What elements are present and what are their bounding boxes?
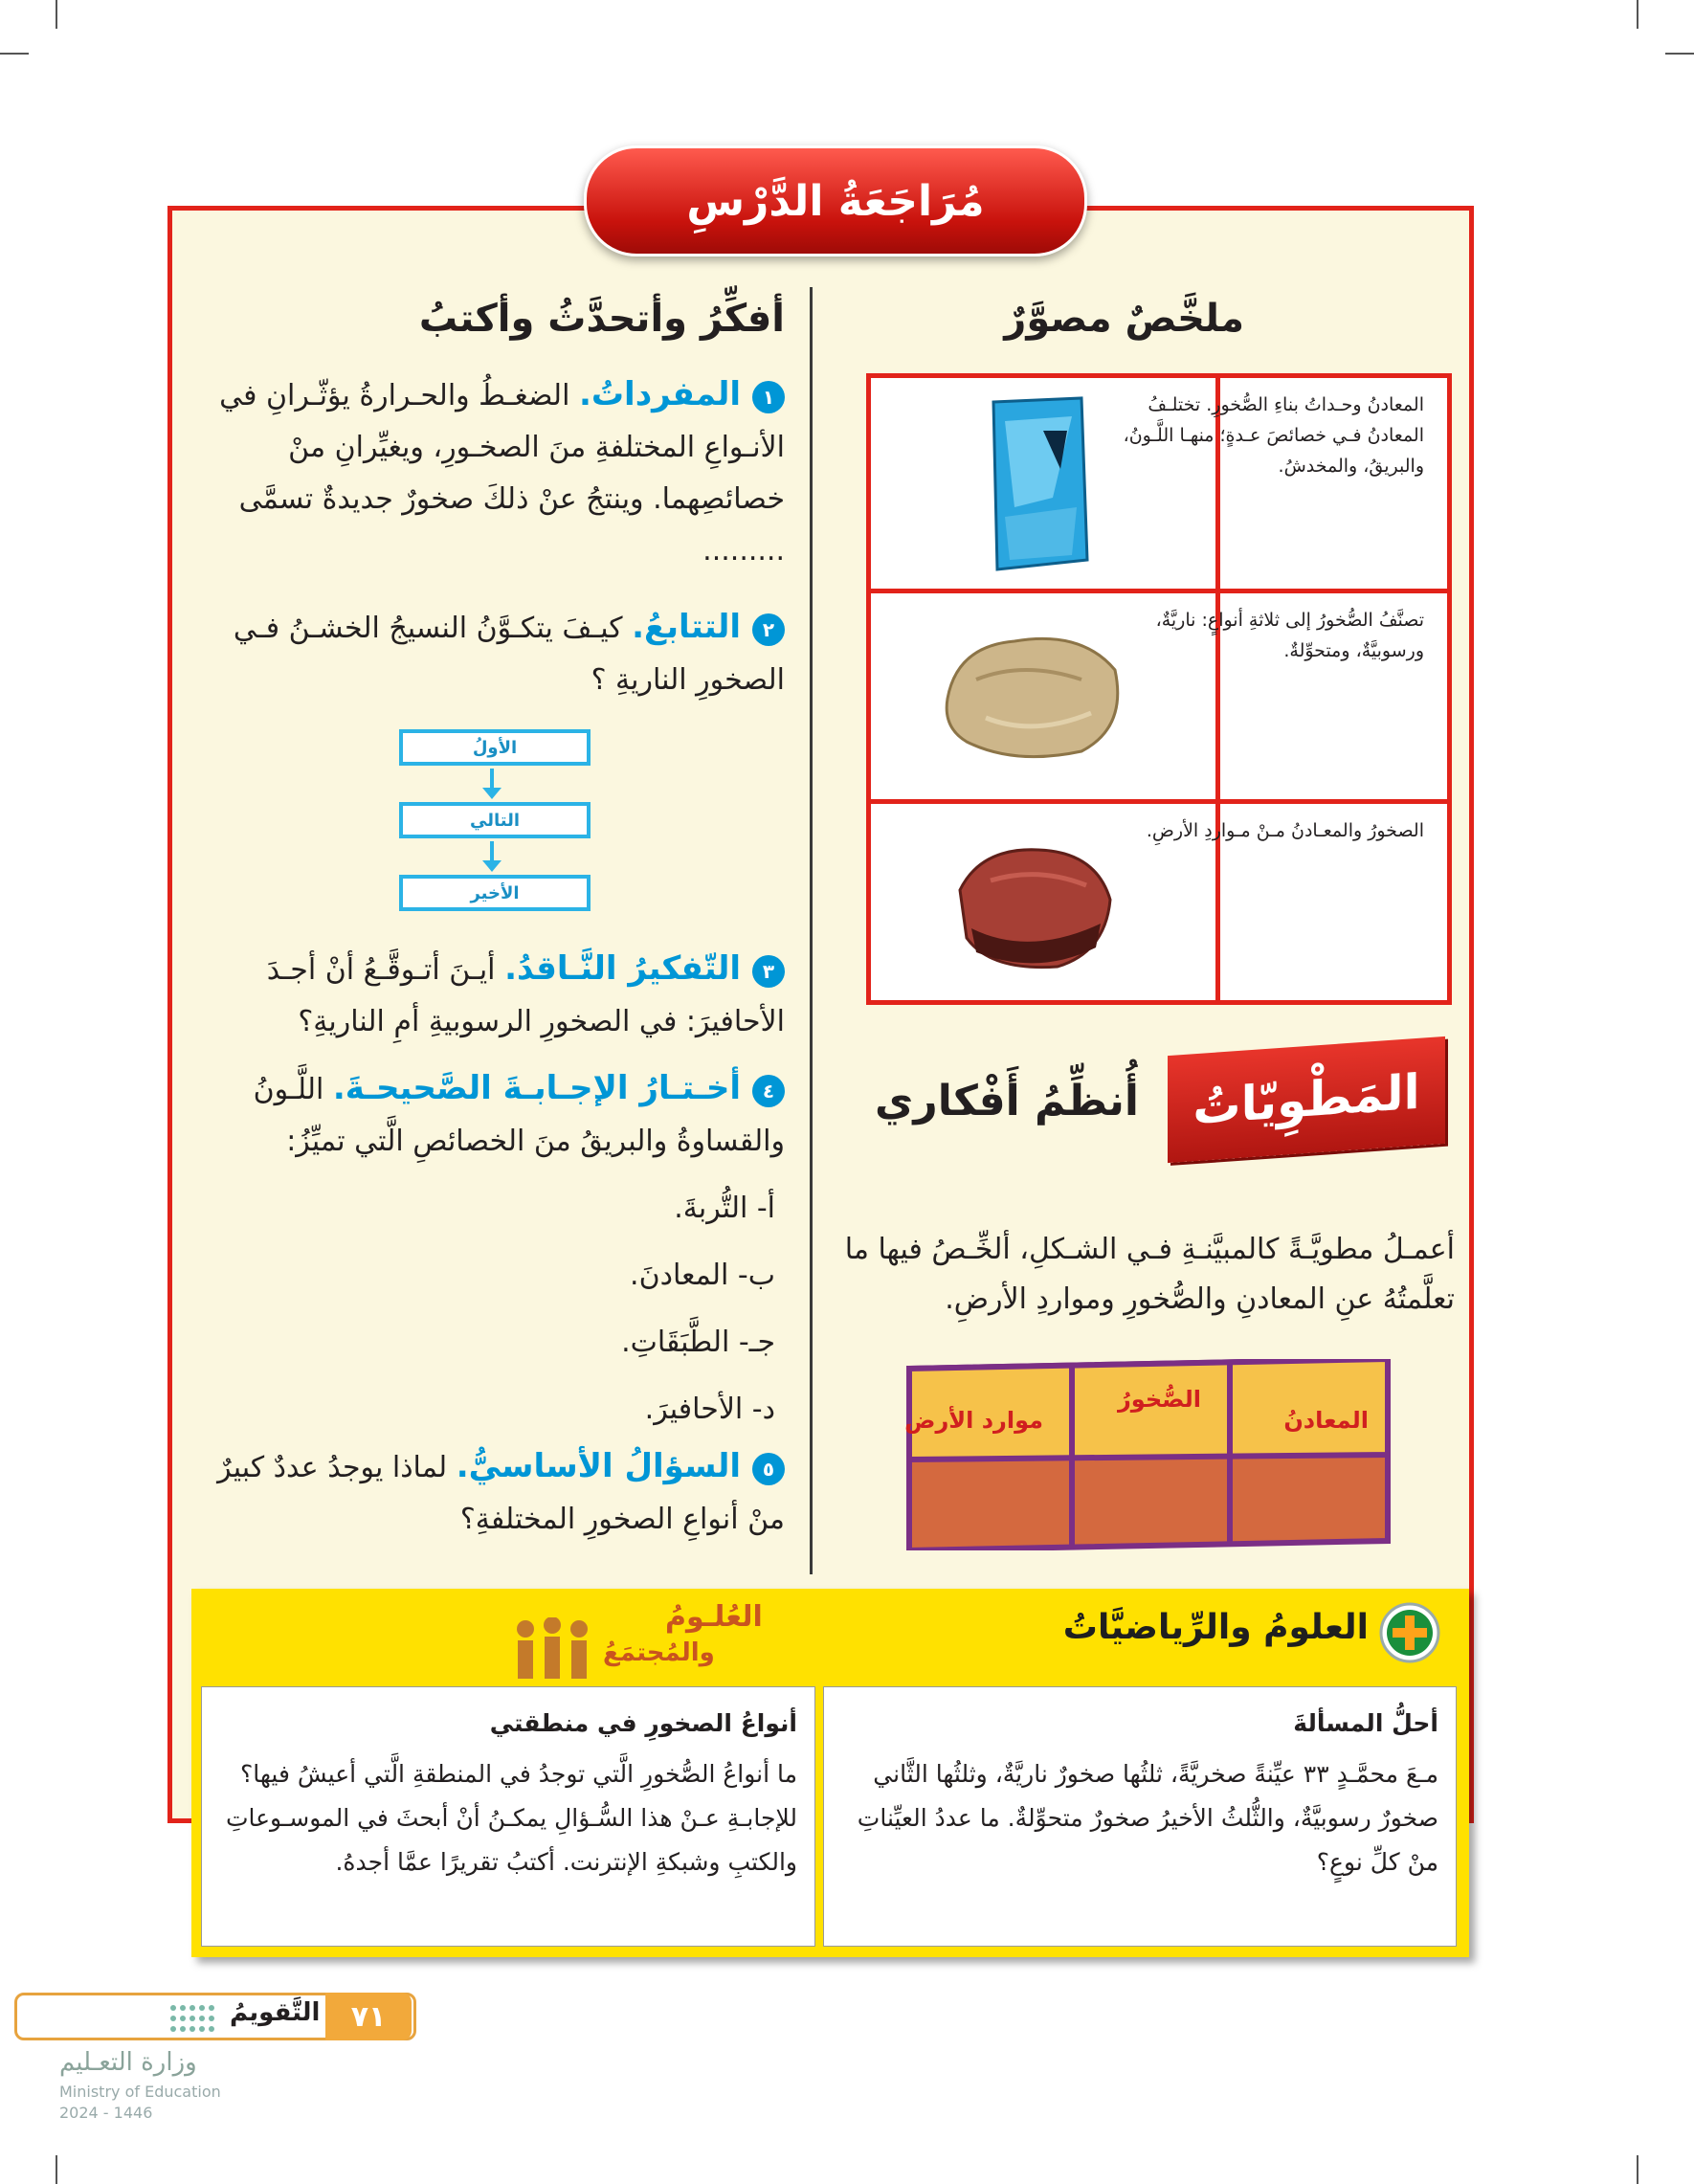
question-text: لماذا يوجدُ عددٌ كبيرٌ منْ أنواعِ الصخورِ المختلفةِ؟ (217, 1451, 785, 1536)
question-number: ١ (752, 381, 785, 413)
lesson-review-title: مُرَاجَعَةُ الدَّرْسِ (584, 145, 1087, 256)
question-text: الضغـطُ والحـرارةُ يؤثّـرانِ في الأنـواعِ المختلفةِ منَ الصخـورِ، ويغيِّرانِ منْ خصائصِهما. وينتجُ عنْ ذلكَ صخورٌ جديدةٌ تسمَّى ......... (219, 379, 785, 568)
summary-text: الصخورُ والمعـادنُ مـنْ مـواردِ الأرضِ. (1146, 820, 1424, 841)
science-society-title-1: العُلـومُ (665, 1600, 763, 1634)
science-society-title-2: والمُجتمَعُ (603, 1638, 715, 1667)
society-task-title: أنواعُ الصخورِ في منطقتي (489, 1709, 797, 1737)
question-2 (215, 601, 785, 706)
ministry-name-ar: وزارة التعـليم (59, 2048, 197, 2077)
math-problem-title: أحلُّ المسألةَ (1293, 1709, 1438, 1737)
question-text: كيـفَ يتكـوَّنُ النسيجُ الخشـنُ فـي الصخورِ الناريةِ ؟ (233, 612, 785, 697)
option-d: د- الأحافيرَ. (644, 1393, 775, 1426)
flowchart-arrow (490, 769, 494, 790)
flowchart-step-last: الأخير (399, 875, 591, 911)
summary-row (871, 378, 1447, 589)
column-divider (810, 287, 813, 1574)
foldables-subtitle: أُنظِّمُ أَفْكاري (875, 1077, 1139, 1125)
society-people-icon (512, 1617, 593, 1684)
science-math-title: العلومُ والرِّياضيَّاتُ (1062, 1608, 1369, 1647)
ministry-year: 2024 - 1446 (59, 2104, 153, 2122)
ministry-name-en: Ministry of Education (59, 2083, 221, 2101)
option-b: ب- المعادنَ. (630, 1259, 775, 1292)
crop-mark (56, 2155, 57, 2184)
question-text: أيـنَ أتـوقَّـعُ أنْ أجـدَ الأحافيرَ: في الصخورِ الرسوبيةِ أمِ الناريةِ؟ (266, 953, 785, 1038)
question-4 (215, 1062, 785, 1168)
flowchart-step-first: الأولُ (399, 729, 591, 766)
foldable-diagram (904, 1359, 1393, 1550)
summary-row (871, 799, 1447, 1000)
summary-text: تصنَّفُ الصُّخورُ إلى ثلاثةِ أنواعٍ: ناريَّةٌ، ورسوبيَّةٌ، ومتحوِّلةٌ. (1155, 610, 1424, 661)
question-number: ٤ (752, 1075, 785, 1107)
question-3 (215, 943, 785, 1048)
math-problem-text: مـعَ محمَّـدٍ ٣٣ عيِّنةً صخريَّةً، ثلثُها صخورٌ ناريَّةٌ، وثلثُها الثَّاني صخورٌ رسوبيَّةٌ، والثُّلثُ الأخيرُ صخورٌ متحوِّلةٌ. ما عددُ العيِّناتِ منْ كلِّ نوعٍ؟ (857, 1760, 1438, 1876)
question-key: السؤالُ الأساسيُّ. (456, 1447, 741, 1485)
red-rock-image (952, 833, 1115, 976)
foldable-tab-minerals: المعادنُ (1283, 1407, 1369, 1434)
foldables-badge: المَطْوِيّاتُ (1168, 1036, 1445, 1163)
crop-mark (0, 53, 29, 55)
question-5 (215, 1440, 785, 1546)
crop-mark (56, 0, 57, 29)
question-key: المفرداتُ. (578, 375, 741, 413)
question-number: ٣ (752, 955, 785, 988)
summary-heading: ملخَّصٌ مصوَّرٌ (1004, 297, 1244, 341)
ministry-dots-logo (167, 2002, 225, 2035)
page-number: ٧١ (325, 1993, 412, 2040)
question-text: اللَّـونُ والقساوةُ والبريقُ منَ الخصائصِ الَّتي تميِّزُ: (253, 1073, 785, 1158)
crop-mark (1665, 53, 1694, 55)
foldables-instruction: أعمـلُ مطويَّـةً كالمبيَّنـةِ فـي الشـكلِ، ألخِّـصُ فيها ما تعلَّمتُهُ عنِ المعادنِ والصُّخورِ ومواردِ الأرضِ. (844, 1233, 1455, 1316)
math-plus-icon (1378, 1601, 1441, 1664)
flowchart-arrow (490, 841, 494, 862)
math-problem-box (823, 1686, 1457, 1947)
option-c: جـ- الطَّبَقَاتِ. (621, 1326, 775, 1359)
society-task-box (201, 1686, 815, 1947)
beige-rock-image (938, 622, 1129, 766)
crop-mark (1637, 2155, 1638, 2184)
summary-grid (866, 373, 1452, 1005)
foldable-tab-rocks: الصُّخورُ (1117, 1386, 1201, 1413)
crop-mark (1637, 0, 1638, 29)
question-number: ٥ (752, 1453, 785, 1485)
footer-section: التَّقويمُ (230, 1998, 321, 2027)
summary-row (871, 589, 1447, 799)
summary-text: المعادنُ وحـداتُ بناءِ الصُّخورِ. تختلـفُ المعادنُ فـي خصائصَ عـدةٍ؛ منهـا اللَّـونُ، والبريقُ، والمخدشُ. (1123, 394, 1424, 477)
think-heading: أفكِّرُ وأتحدَّثُ وأكتبُ (418, 297, 785, 341)
flowchart-step-next: التالي (399, 802, 591, 838)
question-number: ٢ (752, 613, 785, 646)
question-key: التتابعُ. (632, 608, 741, 646)
question-key: أخـتـارُ الإجـابـةَ الصَّحيحـةَ. (332, 1069, 741, 1107)
society-task-text: ما أنواعُ الصُّخورِ الَّتي توجدُ في المنطقةِ الَّتي أعيشُ فيها؟ للإجابـةِ عـنْ هذا السُّـؤالِ يمكـنُ أنْ أبحثَ في الموسـوعاتِ والكتبِ وشبكةِ الإنترنت. أكتبُ تقريرًا عمَّا أجدهُ. (225, 1760, 797, 1876)
option-a: أ- التُّربةَ. (674, 1192, 775, 1225)
blue-mineral-image (986, 392, 1091, 574)
question-key: التّفكيرُ النَّـاقدُ. (504, 949, 741, 988)
question-1 (215, 368, 785, 577)
foldable-tab-resources: موارد الأرض (904, 1407, 1043, 1434)
